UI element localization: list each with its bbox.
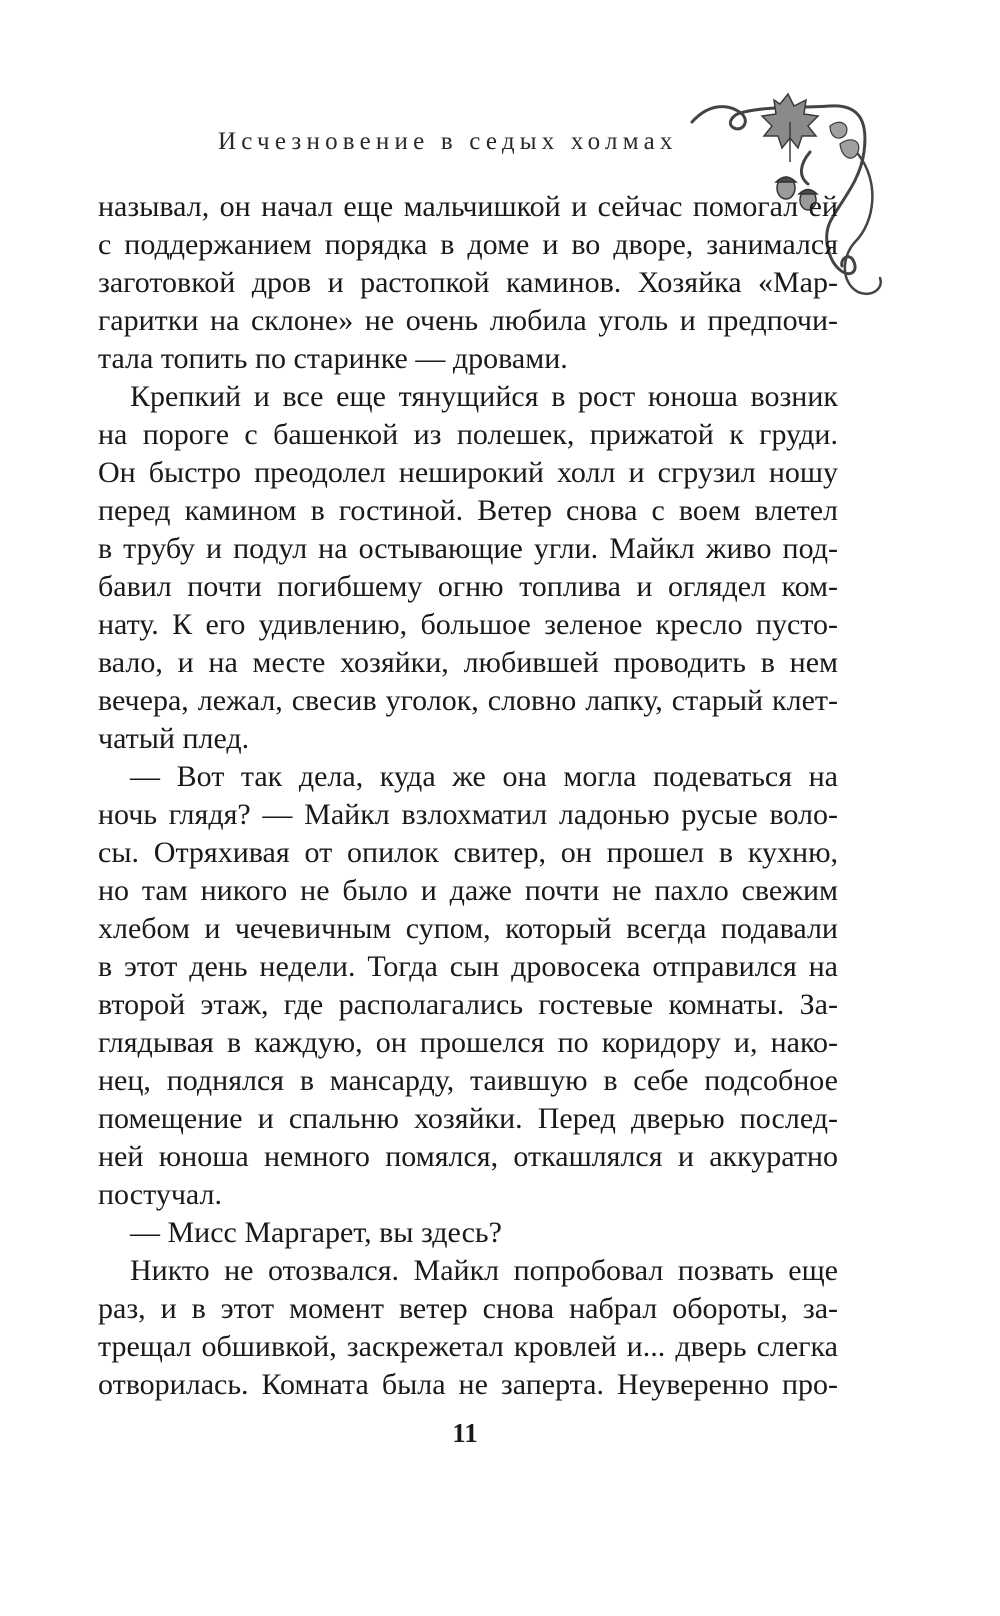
body-text	[98, 188, 838, 1404]
text-line: отворилась. Комната была не заперта. Неуверенно про-	[98, 1368, 838, 1401]
text-line: глядывая в каждую, он прошелся по коридору и, нако-	[98, 1026, 838, 1059]
text-line: — Мисс Маргарет, вы здесь?	[130, 1216, 502, 1249]
text-line: трещал обшивкой, заскрежетал кровлей и... дверь слегка	[98, 1330, 838, 1363]
text-line: чатый плед.	[98, 722, 250, 755]
text-line: нец, поднялся в мансарду, таившую в себе подсобное	[98, 1064, 838, 1097]
text-line: Никто не отозвался. Майкл попробовал позвать еще	[130, 1254, 838, 1287]
text-line: хлебом и чечевичным супом, который всегда подавали	[98, 912, 838, 945]
text-line: Он быстро преодолел неширокий холл и сгрузил ношу	[98, 456, 838, 489]
text-line: помещение и спальню хозяйки. Перед дверью послед-	[98, 1102, 838, 1135]
text-line: Крепкий и все еще тянущийся в рост юноша возник	[130, 380, 838, 413]
page-number: 11	[452, 1418, 478, 1448]
text-line: ночь глядя? — Майкл взлохматил ладонью русые воло-	[98, 798, 838, 831]
text-line: заготовкой дров и растопкой каминов. Хозяйка «Мар-	[98, 266, 838, 299]
text-line: нату. К его удивлению, большое зеленое кресло пусто-	[98, 608, 838, 641]
text-line: постучал.	[98, 1178, 222, 1211]
text-line: тала топить по старинке — дровами.	[98, 342, 568, 375]
text-line: в этот день недели. Тогда сын дровосека отправился на	[98, 950, 838, 983]
text-line: сы. Отряхивая от опилок свитер, он прошел в кухню,	[98, 836, 838, 869]
text-line: перед камином в гостиной. Ветер снова с воем влетел	[98, 494, 838, 527]
text-line: бавил почти погибшему огню топлива и оглядел ком-	[98, 570, 838, 603]
text-line: но там никого не было и даже почти не пахло свежим	[98, 874, 838, 907]
running-head: Исчезновение в седых холмах	[218, 128, 678, 155]
text-line: — Вот так дела, куда же она могла подеваться на	[130, 760, 838, 793]
text-line: в трубу и подул на остывающие угли. Майкл живо под-	[98, 532, 838, 565]
text-line: с поддержанием порядка в доме и во дворе, занимался	[98, 228, 838, 261]
text-line: вечера, лежал, свесив уголок, словно лапку, старый клет-	[98, 684, 838, 717]
text-line: называл, он начал еще мальчишкой и сейчас помогал ей	[98, 190, 838, 223]
text-line: вало, и на месте хозяйки, любившей проводить в нем	[98, 646, 838, 679]
text-line: ней юноша немного помялся, откашлялся и аккуратно	[98, 1140, 838, 1173]
text-line: второй этаж, где располагались гостевые комнаты. За-	[98, 988, 838, 1021]
text-line: на пороге с башенкой из полешек, прижатой к груди.	[98, 418, 838, 451]
text-line: гаритки на склоне» не очень любила уголь и предпочи-	[98, 304, 838, 337]
text-line: раз, и в этот момент ветер снова набрал обороты, за-	[98, 1292, 838, 1325]
